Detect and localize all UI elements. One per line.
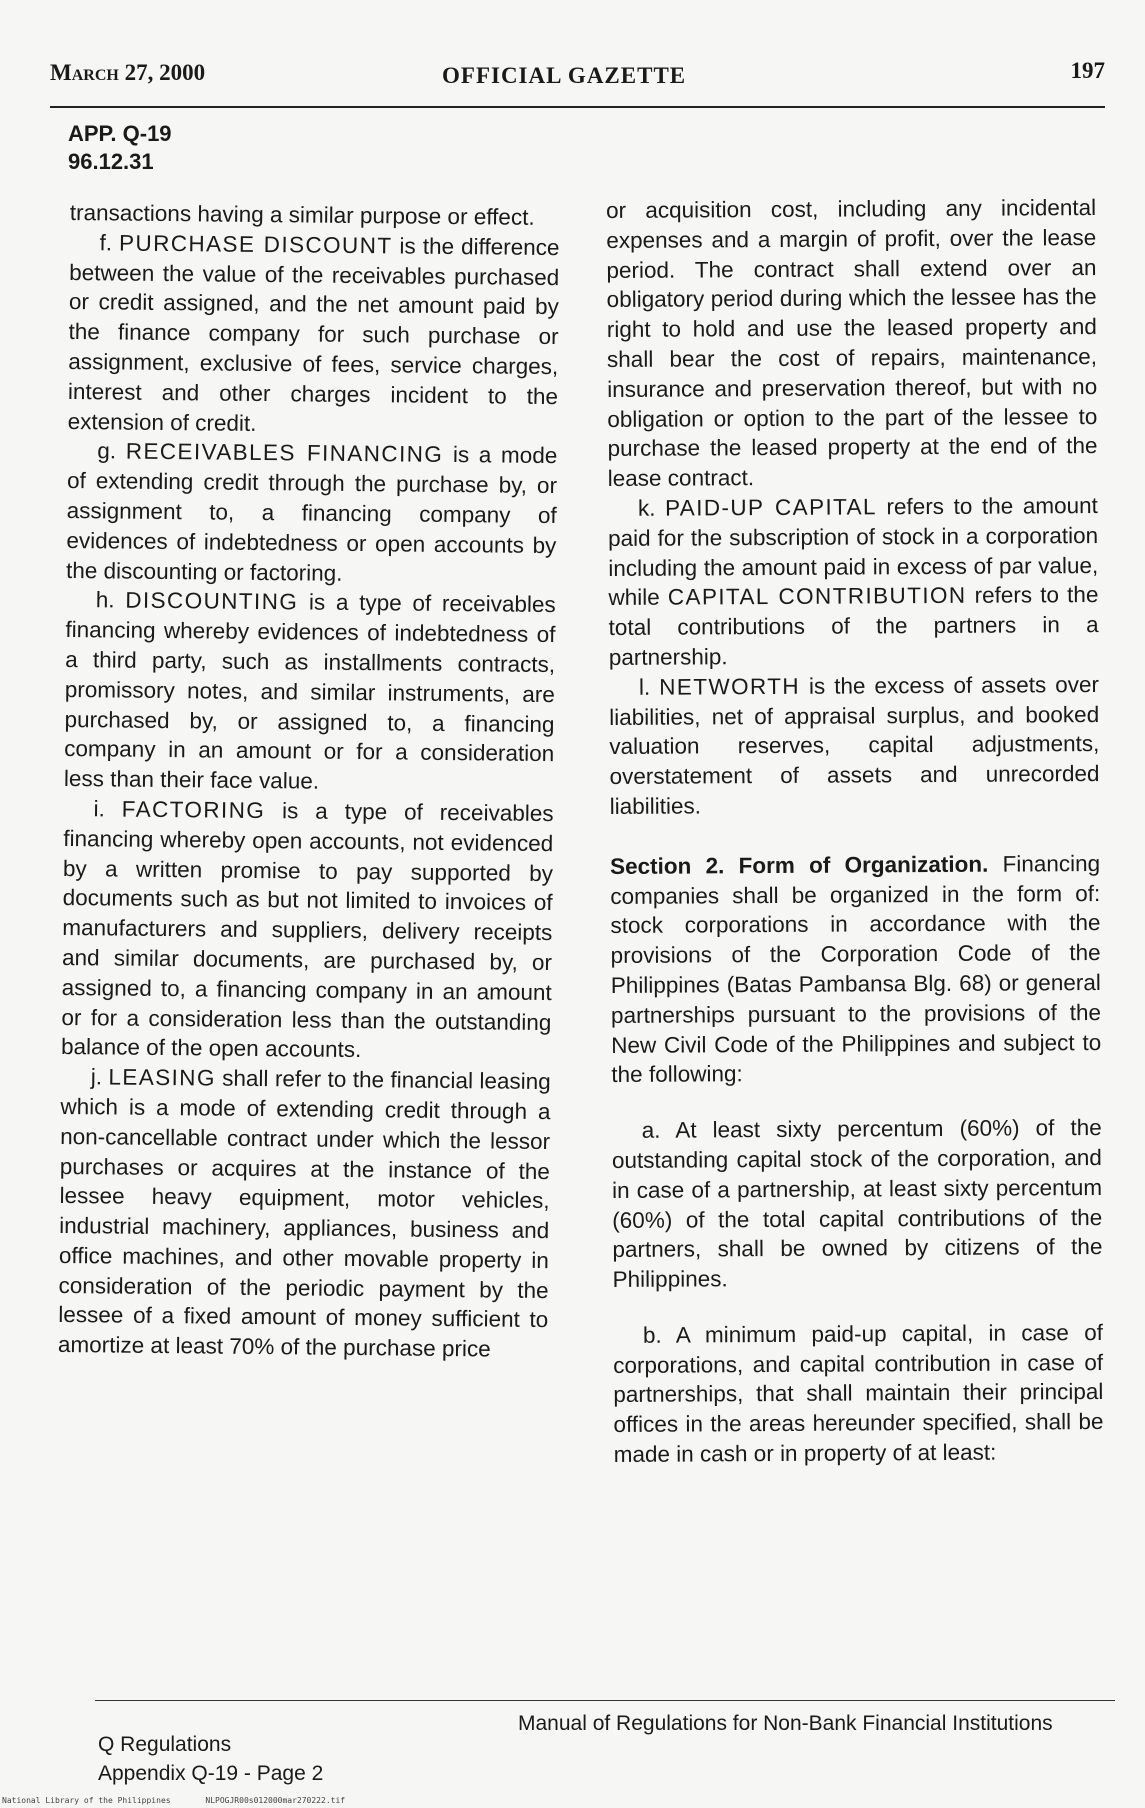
condition-b: b. A minimum paid-up capital, in case of corporations, and capital contribution in case of partnerships, that shall maintain their principal offices in the areas hereunder specified, shall be made in cash or in property of at least: [613, 1319, 1104, 1468]
section-2: Section 2. Form of Organization. Financing companies shall be organized in the form of: stock corporations in accordance with the provisions of the Corporation Code of the Philippines (Batas Pambansa Blg. 68) or general partnerships pursuant to the provisions of the New Civil Code of the Philippines and subject to the following: [610, 850, 1102, 1088]
definition-g: g. RECEIVABLES FINANCING is a mode of extending credit through the purchase by, or assignment to, a financing company of evidences of indebtedness or open accounts by the discounting or factoring. [65, 438, 558, 586]
page-number: 197 [1070, 58, 1105, 83]
continued-paragraph: or acquisition cost, including any incidental expenses and a margin of profit, over the lease period. The contract shall extend over an obligatory period during which the lessee has the right to hold and use the leased property and shall bear the cost of repairs, maintenance, insurance and preservation thereof, but with no obligation or option to the part of the lessee to purchase the leased property at the end of the lease contract. [606, 195, 1098, 492]
footer-appendix-page: Appendix Q-19 - Page 2 [98, 1762, 324, 1785]
appendix-date: 96.12.31 [68, 149, 154, 174]
term-purchase-discount: PURCHASE DISCOUNT [118, 230, 393, 259]
scan-watermark [2, 1796, 375, 1805]
definition-j: j. LEASING shall refer to the financial leasing which is a mode of extending credit through a non-cancellable contract under which the lessor purchases or acquires at the instance of the lessee heavy equipment, motor vehicles, industrial machinery, appliances, business and office machines, and other movable property in consideration of the periodic payment by the lessee of a fixed amount of money sufficient to amortize at least 70% of the purchase price [57, 1064, 551, 1362]
issue-date: March 27, 2000 [50, 60, 206, 85]
footer-divider [95, 1700, 1115, 1701]
right-column [606, 193, 1104, 1470]
definition-h: h. DISCOUNTING is a type of receivables financing whereby evidences of indebtedness of a third party, such as installments contracts, promissory notes, and similar instruments, are purchased by, or assigned to, a financing company in an amount or for a consideration less than their face value. [63, 587, 556, 794]
term-receivables-financing: RECEIVABLES FINANCING [125, 438, 444, 468]
continued-paragraph: transactions having a similar purpose or effect. [69, 199, 535, 230]
definition-i: i. FACTORING is a type of receivables financing whereby open accounts, not evidenced by a written promise to pay supported by documents such as but not limited to invoices of manufacturers and suppliers, delivery receipts and similar documents, are purchased by, or assigned to, a financing company in an amount or for a consideration less than the outstanding balance of the open accounts. [60, 796, 554, 1063]
term-discounting: DISCOUNTING [125, 587, 299, 615]
definition-l: l. NETWORTH is the excess of assets over liabilities, net of appraisal surplus, and booked valuation reserves, capital adjustments, overstatement of assets and unrecorded liabilities. [609, 671, 1100, 819]
footer-manual-title: Manual of Regulations for Non-Bank Financial Institutions [518, 1712, 1053, 1735]
footer-regulation-name: Q Regulations [98, 1733, 232, 1756]
term-capital-contribution: CAPITAL CONTRIBUTION [667, 583, 967, 610]
term-factoring: FACTORING [121, 796, 266, 824]
condition-a: a. At least sixty percentum (60%) of the outstanding capital stock of the corporation, and in case of a partnership, at least sixty percentum (60%) of the total capital contributions of the partners, shall be owned by citizens of the Philippines. [611, 1115, 1103, 1293]
appendix-code: APP. Q-19 [68, 121, 172, 146]
term-paid-up-capital: PAID-UP CAPITAL [664, 494, 877, 521]
definition-f: f. PURCHASE DISCOUNT is the difference between the value of the receivables purchased or credit assigned, and the net amount paid by the finance company for such purchase or assignment, exclusive of fees, service charges, interest and other charges incident to the extension of credit. [67, 230, 560, 436]
definition-k: k. PAID-UP CAPITAL refers to the amount paid for the subscription of stock in a corporation including the amount paid in excess of par value, while CAPITAL CONTRIBUTION refers to the total contributions of the partners in a partnership. [608, 492, 1099, 670]
section-heading: Section 2. Form of Organization. [610, 851, 989, 879]
scan-filename: NLPOGJR00s012000mar270222.tif [205, 1796, 346, 1805]
appendix-reference [68, 120, 172, 176]
scan-library: National Library of the Philippines [2, 1796, 171, 1805]
term-networth: NETWORTH [659, 673, 801, 700]
gazette-header [50, 60, 1105, 108]
left-column [58, 198, 560, 1365]
term-leasing: LEASING [108, 1064, 216, 1091]
footer-left [98, 1730, 323, 1788]
publication-title: OFFICIAL GAZETTE [442, 63, 687, 88]
